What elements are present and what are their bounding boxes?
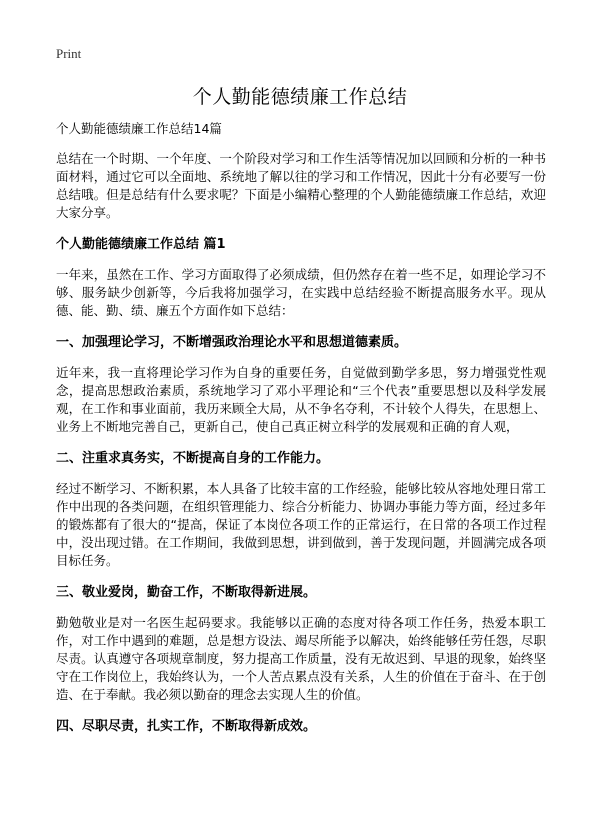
paragraph-1: 近年来，我一直将理论学习作为自身的重要任务，自觉做到勤学多思，努力增强党性观念，提高思想政治素质，系统地学习了邓小平理论和“三个代表”重要思想以及科学发展观，在工作和事业面前，我历来顾全大局，从不争名夺利，不计较个人得失，在思想上、业务上不断地完善自己，更新自己，使自己真正树立科学的发展观和正确的育人观， [56,365,546,434]
subheading-4: 四、尽职尽责，扎实工作，不断取得新成效。 [56,719,317,734]
section-heading: 个人勤能德绩廉工作总结 篇1 [56,237,226,252]
page-title: 个人勤能德绩廉工作总结 [192,86,408,108]
paragraph-2: 经过不断学习、不断积累，本人具备了比较丰富的工作经验，能够比较从容地处理日常工作中出现的各类问题，在组织管理能力、综合分析能力、协调办事能力等方面，经过多年的锻炼都有了很大的“提高，保证了本岗位各项工作的正常运行，在日常的各项工作过程中，没出现过错。在工作期间，我做到思想，讲到做到，善于发现问题，并圆满完成各项目标任务。 [56,481,546,568]
subheading-2: 二、注重求真务实，不断提高自身的工作能力。 [56,451,330,466]
document-body [56,120,546,748]
paragraph-3: 勤勉敬业是对一名医生起码要求。我能够以正确的态度对待各项工作任务，热爱本职工作，对工作中遇到的难题，总是想方设法、竭尽所能予以解决，始终能够任劳任怨，尽职尽责。认真遵守各项规章制度，努力提高工作质量，没有无故迟到、早退的现象，始终坚守在工作岗位上，我始终认为，一个人苦点累点没有关系，人生的价值在于奋斗、在于创造、在于奉献。我必须以勤奋的理念去实现人生的价值。 [56,615,546,702]
document-subtitle: 个人勤能德绩廉工作总结14篇 [56,121,222,136]
section-paragraph: 一年来，虽然在工作、学习方面取得了必须成绩，但仍然存在着一些不足，如理论学习不够、服务缺少创新等，今后我将加强学习，在实践中总结经验不断提高服务水平。现从德、能、勤、绩、廉五个方面作如下总结： [56,267,546,318]
intro-paragraph: 总结在一个时期、一个年度、一个阶段对学习和工作生活等情况加以回顾和分析的一种书面材料，通过它可以全面地、系统地了解以往的学习和工作情况，因此十分有必要写一份总结哦。但是总结有什么要求呢？下面是小编精心整理的个人勤能德绩廉工作总结，欢迎大家分享。 [56,151,546,220]
print-link[interactable]: Print [56,46,82,61]
subheading-3: 三、敬业爱岗，勤奋工作，不断取得新进展。 [56,585,317,600]
subheading-1: 一、加强理论学习，不断增强政治理论水平和思想道德素质。 [56,335,408,350]
